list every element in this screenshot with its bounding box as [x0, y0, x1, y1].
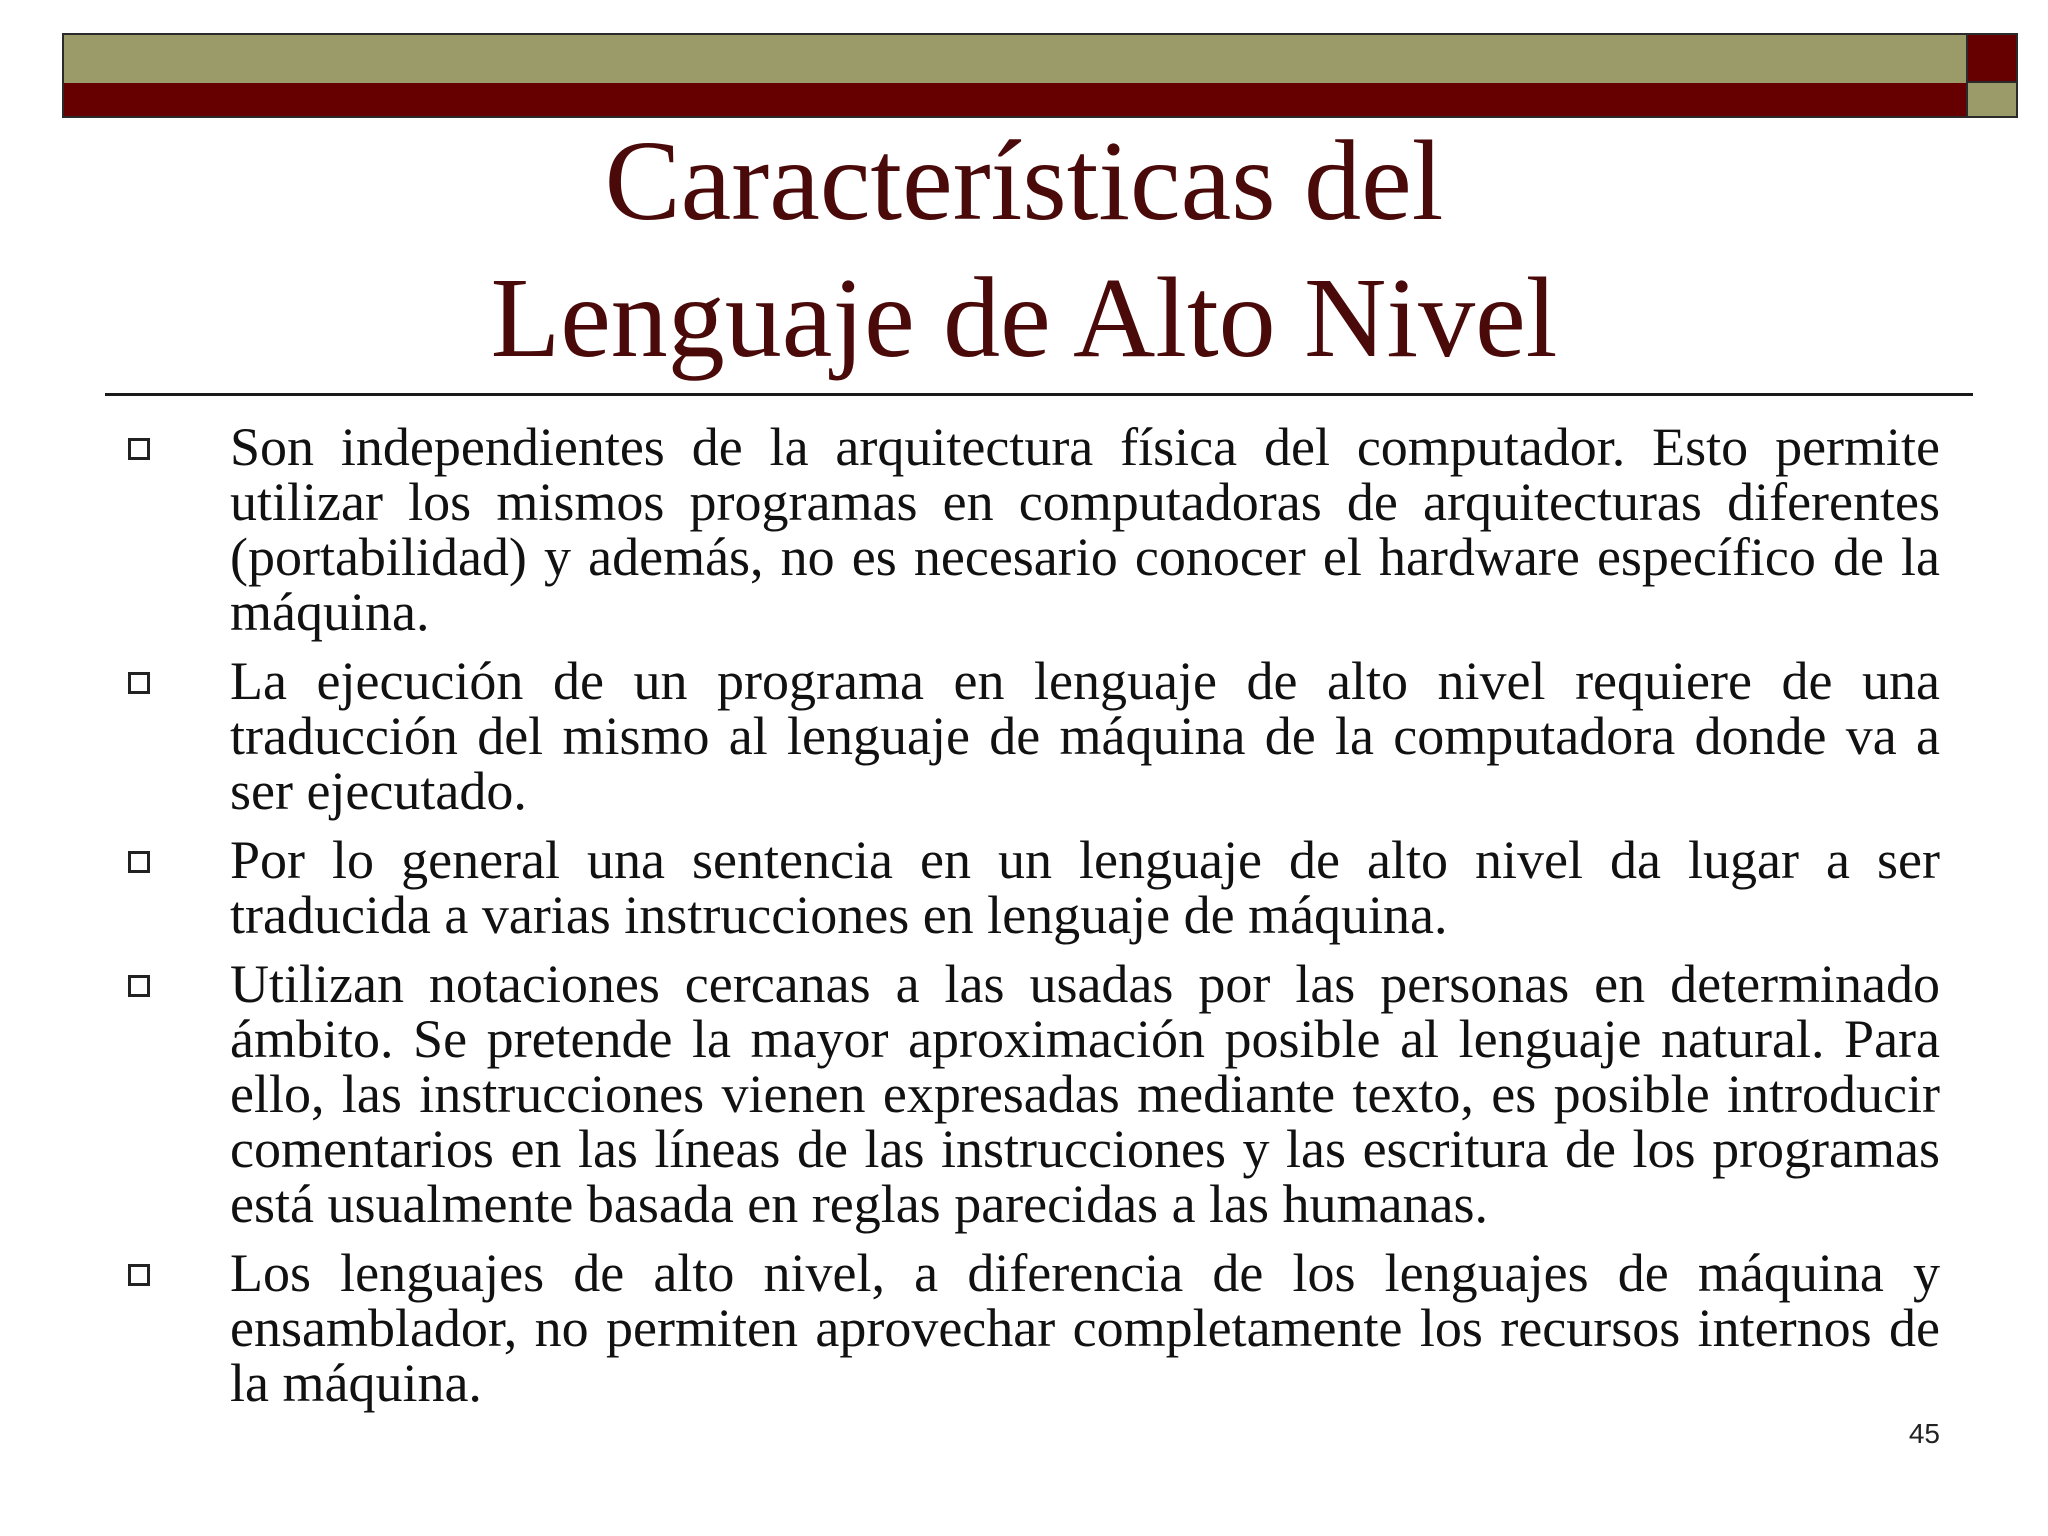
bullet-list — [0, 417, 2048, 1425]
hollow-square-bullet-icon — [128, 851, 150, 873]
bullet-text-3: Por lo general una sentencia en un lenguaje de alto nivel da lugar a ser traducida a varias instrucciones en lenguaje de máquina. — [230, 830, 1940, 945]
header-corner-maroon-square — [1966, 33, 2018, 83]
hollow-square-bullet-icon — [128, 438, 150, 460]
bullet-text-1: Son independientes de la arquitectura física del computador. Esto permite utilizar los mismos programas en computadoras de arquitecturas diferentes (portabilidad) y además, no es necesario conocer el hardware específico de la máquina. — [230, 417, 1940, 642]
hollow-square-bullet-icon — [128, 1264, 150, 1286]
page-number: 45 — [1908, 1418, 1940, 1449]
bullet-item-5 — [0, 1243, 1940, 1413]
slide-title-line-2: Lenguaje de Alto Nivel — [490, 254, 1558, 381]
slide-title — [0, 112, 2048, 386]
bullet-item-4 — [0, 954, 1940, 1234]
bullet-text-2: La ejecución de un programa en lenguaje de alto nivel requiere de una traducción del mismo al lenguaje de máquina de la computadora donde va a ser ejecutado. — [230, 651, 1940, 821]
hollow-square-bullet-icon — [128, 672, 150, 694]
bullet-text-4: Utilizan notaciones cercanas a las usadas por las personas en determinado ámbito. Se pretende la mayor aproximación posible al lenguaje natural. Para ello, las instrucciones vienen expresadas mediante texto, es posible introducir comentarios en las líneas de las instrucciones y las escritura de los programas está usualmente basada en reglas parecidas a las humanas. — [230, 954, 1940, 1234]
bullet-item-3 — [0, 830, 1940, 945]
header-bar-olive — [62, 33, 1966, 83]
slide-title-line-1: Características del — [604, 117, 1444, 244]
title-divider — [105, 393, 1973, 396]
hollow-square-bullet-icon — [128, 975, 150, 997]
bullet-item-1 — [0, 417, 1940, 642]
bullet-text-5: Los lenguajes de alto nivel, a diferencia de los lenguajes de máquina y ensamblador, no permiten aprovechar completamente los recursos internos de la máquina. — [230, 1243, 1940, 1413]
bullet-item-2 — [0, 651, 1940, 821]
